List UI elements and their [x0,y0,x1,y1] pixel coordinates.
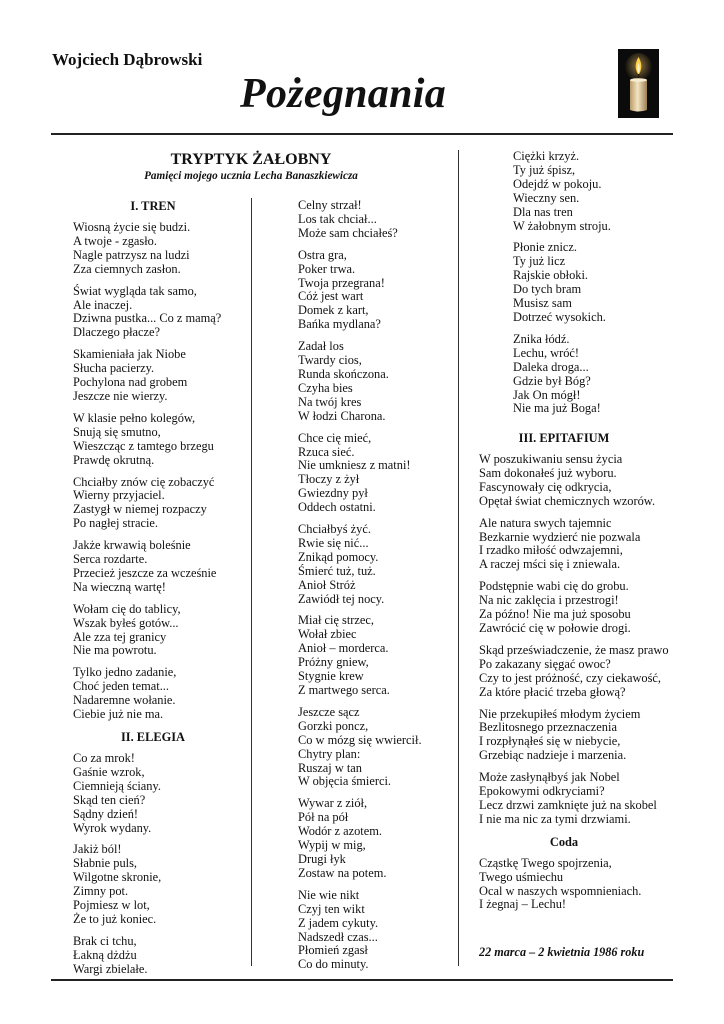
verse-line: Co za mrok! [73,751,135,765]
verse-line: Wyrok wydany. [73,820,152,835]
verse-line: Epokowymi odkryciami? [479,784,605,799]
header-rule [51,133,673,135]
verse-line: Ale natura swych tajemnic [479,515,612,530]
verse-line: Słabnie puls, [73,856,138,871]
verse-line: Dla nas tren [513,204,573,219]
stanza [73,476,243,532]
stanza [298,889,448,972]
stanza [298,340,448,423]
verse-line: Łakną dżdżu [73,947,137,962]
verse-line: Nagle patrzysz na ludzi [73,247,190,262]
verse-line: W klasie pełno kolegów, [73,410,196,425]
verse-line: I nie ma nic za tymi drzwiami. [479,811,631,826]
book-title: Pożegnania [240,71,447,117]
verse-line: Ale inaczej. [73,297,133,312]
stanza [73,412,243,468]
poem-dedication: Pamięci mojego ucznia Lecha Banaszkiewicza [144,170,358,182]
verse-line: Twoja przegrana! [298,275,385,290]
verse-line: Może sam chciałeś? [298,225,398,240]
verse-line: Bezkarnie wydzierć nie pozwala [479,529,641,544]
verse-line: Ciemnieją ściany. [73,778,161,793]
verse-line: W poszukiwaniu sensu życia [479,452,623,466]
verse-line: Chce cię mieć, [298,430,372,445]
verse-line: Ciebie już nie ma. [73,707,164,722]
stanza [73,843,243,926]
verse-line: Daleka droga... [513,359,589,374]
section-heading: III. EPITAFIUM [518,431,610,445]
stanza [479,771,669,827]
verse-line: Wywar z ziół, [298,796,368,811]
stanza [73,539,243,595]
verse-line: Nie ma powrotu. [73,643,157,658]
verse-line: Skamieniała jak Niobe [73,347,186,362]
verse-line: Nie umkniesz z matni! [298,458,411,473]
verse-line: Poker trwa. [298,261,356,276]
verse-line: Że to już koniec. [73,911,157,926]
verse-line: W łodzi Charona. [298,408,386,423]
verse-line: Pół na pół [298,810,349,825]
verse-line: Co do minuty. [298,957,369,972]
verse-line: Opętał świat chemicznych wzorów. [479,493,656,508]
verse-line: Jakiż ból! [73,842,122,857]
verse-line: Wilgotne skronie, [73,870,162,885]
stanza [479,517,669,573]
verse-line: Po nagłej stracie. [73,516,158,531]
verse-line: A twoje - zgasło. [73,233,157,248]
stanza [298,249,448,332]
verse-line: Dlaczego płacze? [73,325,161,340]
verse-line: Grzebiąc nadzieje i marzenia. [479,748,627,763]
verse-line: Świat wygląda tak samo, [73,283,197,298]
verse-line: Na twój kres [298,394,362,409]
column-divider-1 [251,198,252,966]
verse-line: Na wieczną wartę! [73,579,166,594]
verse-line: Cząstkę Twego spojrzenia, [479,855,612,870]
stanza [298,614,448,697]
verse-line: Czyj ten wikt [298,901,365,916]
footer-rule [51,979,673,981]
verse-line: Wołam cię do tablicy, [73,601,181,616]
verse-line: Zza ciemnych zasłon. [73,261,181,276]
stanza [298,706,448,789]
verse-line: Lechu, wróć! [513,345,580,360]
verse-line: Prawdę okrutną. [73,452,155,467]
verse-line: Oddech ostatni. [298,500,376,515]
verse-line: Snują się smutno, [73,424,161,439]
column-tren-elegia [73,199,243,985]
verse-line: Gorzki poncz, [298,718,369,733]
stanza [513,150,663,233]
verse-line: Ty już licz [513,254,566,269]
verse-line: Rajskie obłoki. [513,268,589,283]
verse-line: Próżny gniew, [298,655,369,670]
verse-line: Wodór z azotem. [298,824,382,839]
verse-line: Zostaw na potem. [298,865,387,880]
verse-line: I żegnaj – Lechu! [479,897,567,912]
column-elegia-end [513,150,663,424]
verse-line: Podstępnie wabi cię do grobu. [479,579,629,594]
verse-line: Słucha pacierzy. [73,361,155,376]
verse-line: Sądny dzień! [73,806,139,821]
verse-line: Bańka mydlana? [298,317,381,332]
verse-line: Lecz drzwi zamknięte już na skobel [479,797,657,812]
verse-line: Wypij w mig, [298,838,366,853]
verse-line: Czyha bies [298,380,353,395]
verse-line: Brak ci tchu, [73,933,137,948]
verse-line: Za które płacić trzeba głową? [479,684,626,699]
verse-line: Wszak byłeś gotów... [73,615,179,630]
verse-line: Ciężki krzyż. [513,149,580,163]
stanza [298,797,448,880]
verse-line: Skąd ten cień? [73,792,146,807]
verse-line: Serca rozdarte. [73,552,148,567]
verse-line: Miał cię strzec, [298,613,375,628]
section-heading: I. TREN [130,199,176,213]
verse-line: Z martwego serca. [298,683,390,697]
verse-line: Ruszaj w tan [298,760,363,775]
candle-icon [618,49,659,118]
verse-line: Zastygł w niemej rozpaczy [73,502,207,517]
stanza [73,603,243,659]
stanza [73,935,243,977]
stanza [73,752,243,835]
verse-line: Co w mózg się wwiercił. [298,732,422,747]
verse-line: Płomień zgasł [298,943,368,958]
column-epitafium-coda [479,431,669,920]
verse-line: Chciałby znów cię zobaczyć [73,474,215,489]
verse-line: Twardy cios, [298,353,362,368]
stanza [298,523,448,606]
verse-line: Odejdź w pokoju. [513,176,602,191]
verse-line: Pochylona nad grobem [73,375,188,390]
verse-line: A raczej mści się i zniewala. [479,557,621,572]
column-divider-2 [458,150,459,966]
verse-line: Celny strzał! [298,198,362,212]
verse-line: Anioł – morderca. [298,641,389,656]
verse-line: Wargi zbielałe. [73,961,148,976]
column-elegia-continued [298,199,448,980]
verse-line: I rzadko miłość odwzajemni, [479,543,623,558]
verse-line: Gdzie był Bóg? [513,373,591,388]
verse-line: Znika łódź. [513,331,570,346]
stanza [479,644,669,700]
stanza [479,708,669,764]
verse-line: Gwiezdny pył [298,486,368,501]
verse-line: Cóż jest wart [298,289,364,304]
verse-line: Twego uśmiechu [479,869,564,884]
verse-line: Wieszcząc z tamtego brzegu [73,438,214,453]
verse-line: Nie wie nikt [298,887,360,902]
poem-title: TRYPTYK ŻAŁOBNY [170,151,332,168]
verse-line: Zawrócić cię w połowie drogi. [479,620,631,635]
stanza [513,333,663,416]
verse-line: Tylko jedno zadanie, [73,665,177,680]
verse-line: W objęcia śmierci. [298,774,392,789]
verse-line: Musisz sam [513,296,572,311]
verse-line: Tłoczy z żył [298,472,360,487]
verse-line: Ty już śpisz, [513,162,576,177]
verse-line: Gaśnie wzrok, [73,764,145,779]
verse-line: Z jadem cykuty. [298,915,379,930]
verse-line: Ocal w naszych wspomnieniach. [479,883,642,898]
verse-line: Chytry plan: [298,746,361,761]
verse-line: Nadaremne wołanie. [73,693,176,708]
verse-line: Drugi łyk [298,851,346,866]
verse-line: Wieczny sen. [513,190,580,205]
section-heading: II. ELEGIA [120,730,186,744]
verse-line: Wierny przyjaciel. [73,488,165,503]
stanza [479,453,669,509]
verse-line: Nadszedł czas... [298,929,378,944]
section-heading: Coda [549,834,579,849]
verse-line: Choć jeden temat... [73,679,169,694]
verse-line: Jeszcze nie wierzy. [73,388,168,403]
verse-line: Czy to jest próżność, czy ciekawość, [479,670,662,685]
stanza [73,348,243,404]
stanza [73,221,243,277]
verse-line: Rwie się nić... [298,535,369,550]
verse-line: Fascynowały cię odkrycia, [479,479,612,494]
verse-line: Dziwna pustka... Co z mamą? [73,311,222,326]
verse-line: W żałobnym stroju. [513,218,611,233]
stanza [73,285,243,341]
verse-line: Zimny pot. [73,884,129,899]
verse-line: Do tych bram [513,282,582,297]
verse-line: Po zakazany sięgać owoc? [479,656,611,671]
verse-line: Ale zza tej granicy [73,629,167,644]
verse-line: Płonie znicz. [513,240,577,255]
verse-line: Na nic zaklęcia i przestrogi! [479,593,619,608]
stanza [479,580,669,636]
verse-line: Chciałbyś żyć. [298,522,371,537]
verse-line: Los tak chciał... [298,211,377,226]
stanza [479,857,669,913]
verse-line: Jeszcze sącz [298,704,360,719]
verse-line: Zadał los [298,339,344,354]
verse-line: Wiosną życie się budzi. [73,220,191,234]
poem-date: 22 marca – 2 kwietnia 1986 roku [479,945,645,959]
verse-line: Śmierć tuż, tuż. [298,563,376,578]
verse-line: Pojmiesz w lot, [73,898,150,913]
verse-line: Jakże krwawią boleśnie [73,538,191,553]
verse-line: Nie ma już Boga! [513,401,601,416]
stanza [298,432,448,515]
stanza [73,666,243,722]
verse-line: Zawiódł tej nocy. [298,591,385,606]
verse-line: Anioł Stróż [298,577,356,592]
verse-line: Może zasłynąłbyś jak Nobel [479,770,620,785]
verse-line: Rzuca sieć. [298,444,355,459]
verse-line: Stygnie krew [298,669,364,684]
verse-line: Sam dokonałeś już wyboru. [479,465,617,480]
verse-line: I rozpłynąłeś się w niebycie, [479,734,621,749]
verse-line: Bezlitosnego przeznaczenia [479,720,617,735]
verse-line: Runda skończona. [298,366,389,381]
verse-line: Domek z kart, [298,303,369,318]
verse-line: Znikąd pomocy. [298,549,379,564]
verse-line: Nie przekupiłeś młodym życiem [479,706,641,721]
verse-line: Za późno! Nie ma już sposobu [479,607,631,622]
verse-line: Jak On mógł! [513,387,581,402]
verse-line: Wołał zbiec [298,627,357,642]
author-name: Wojciech Dąbrowski [52,50,203,69]
verse-line: Ostra gra, [298,247,347,262]
stanza [513,241,663,324]
verse-line: Skąd przeświadczenie, że masz prawo [479,642,669,657]
verse-line: Przecież jeszcze za wcześnie [73,565,217,580]
verse-line: Dotrzeć wysokich. [513,309,606,324]
stanza [298,199,448,241]
